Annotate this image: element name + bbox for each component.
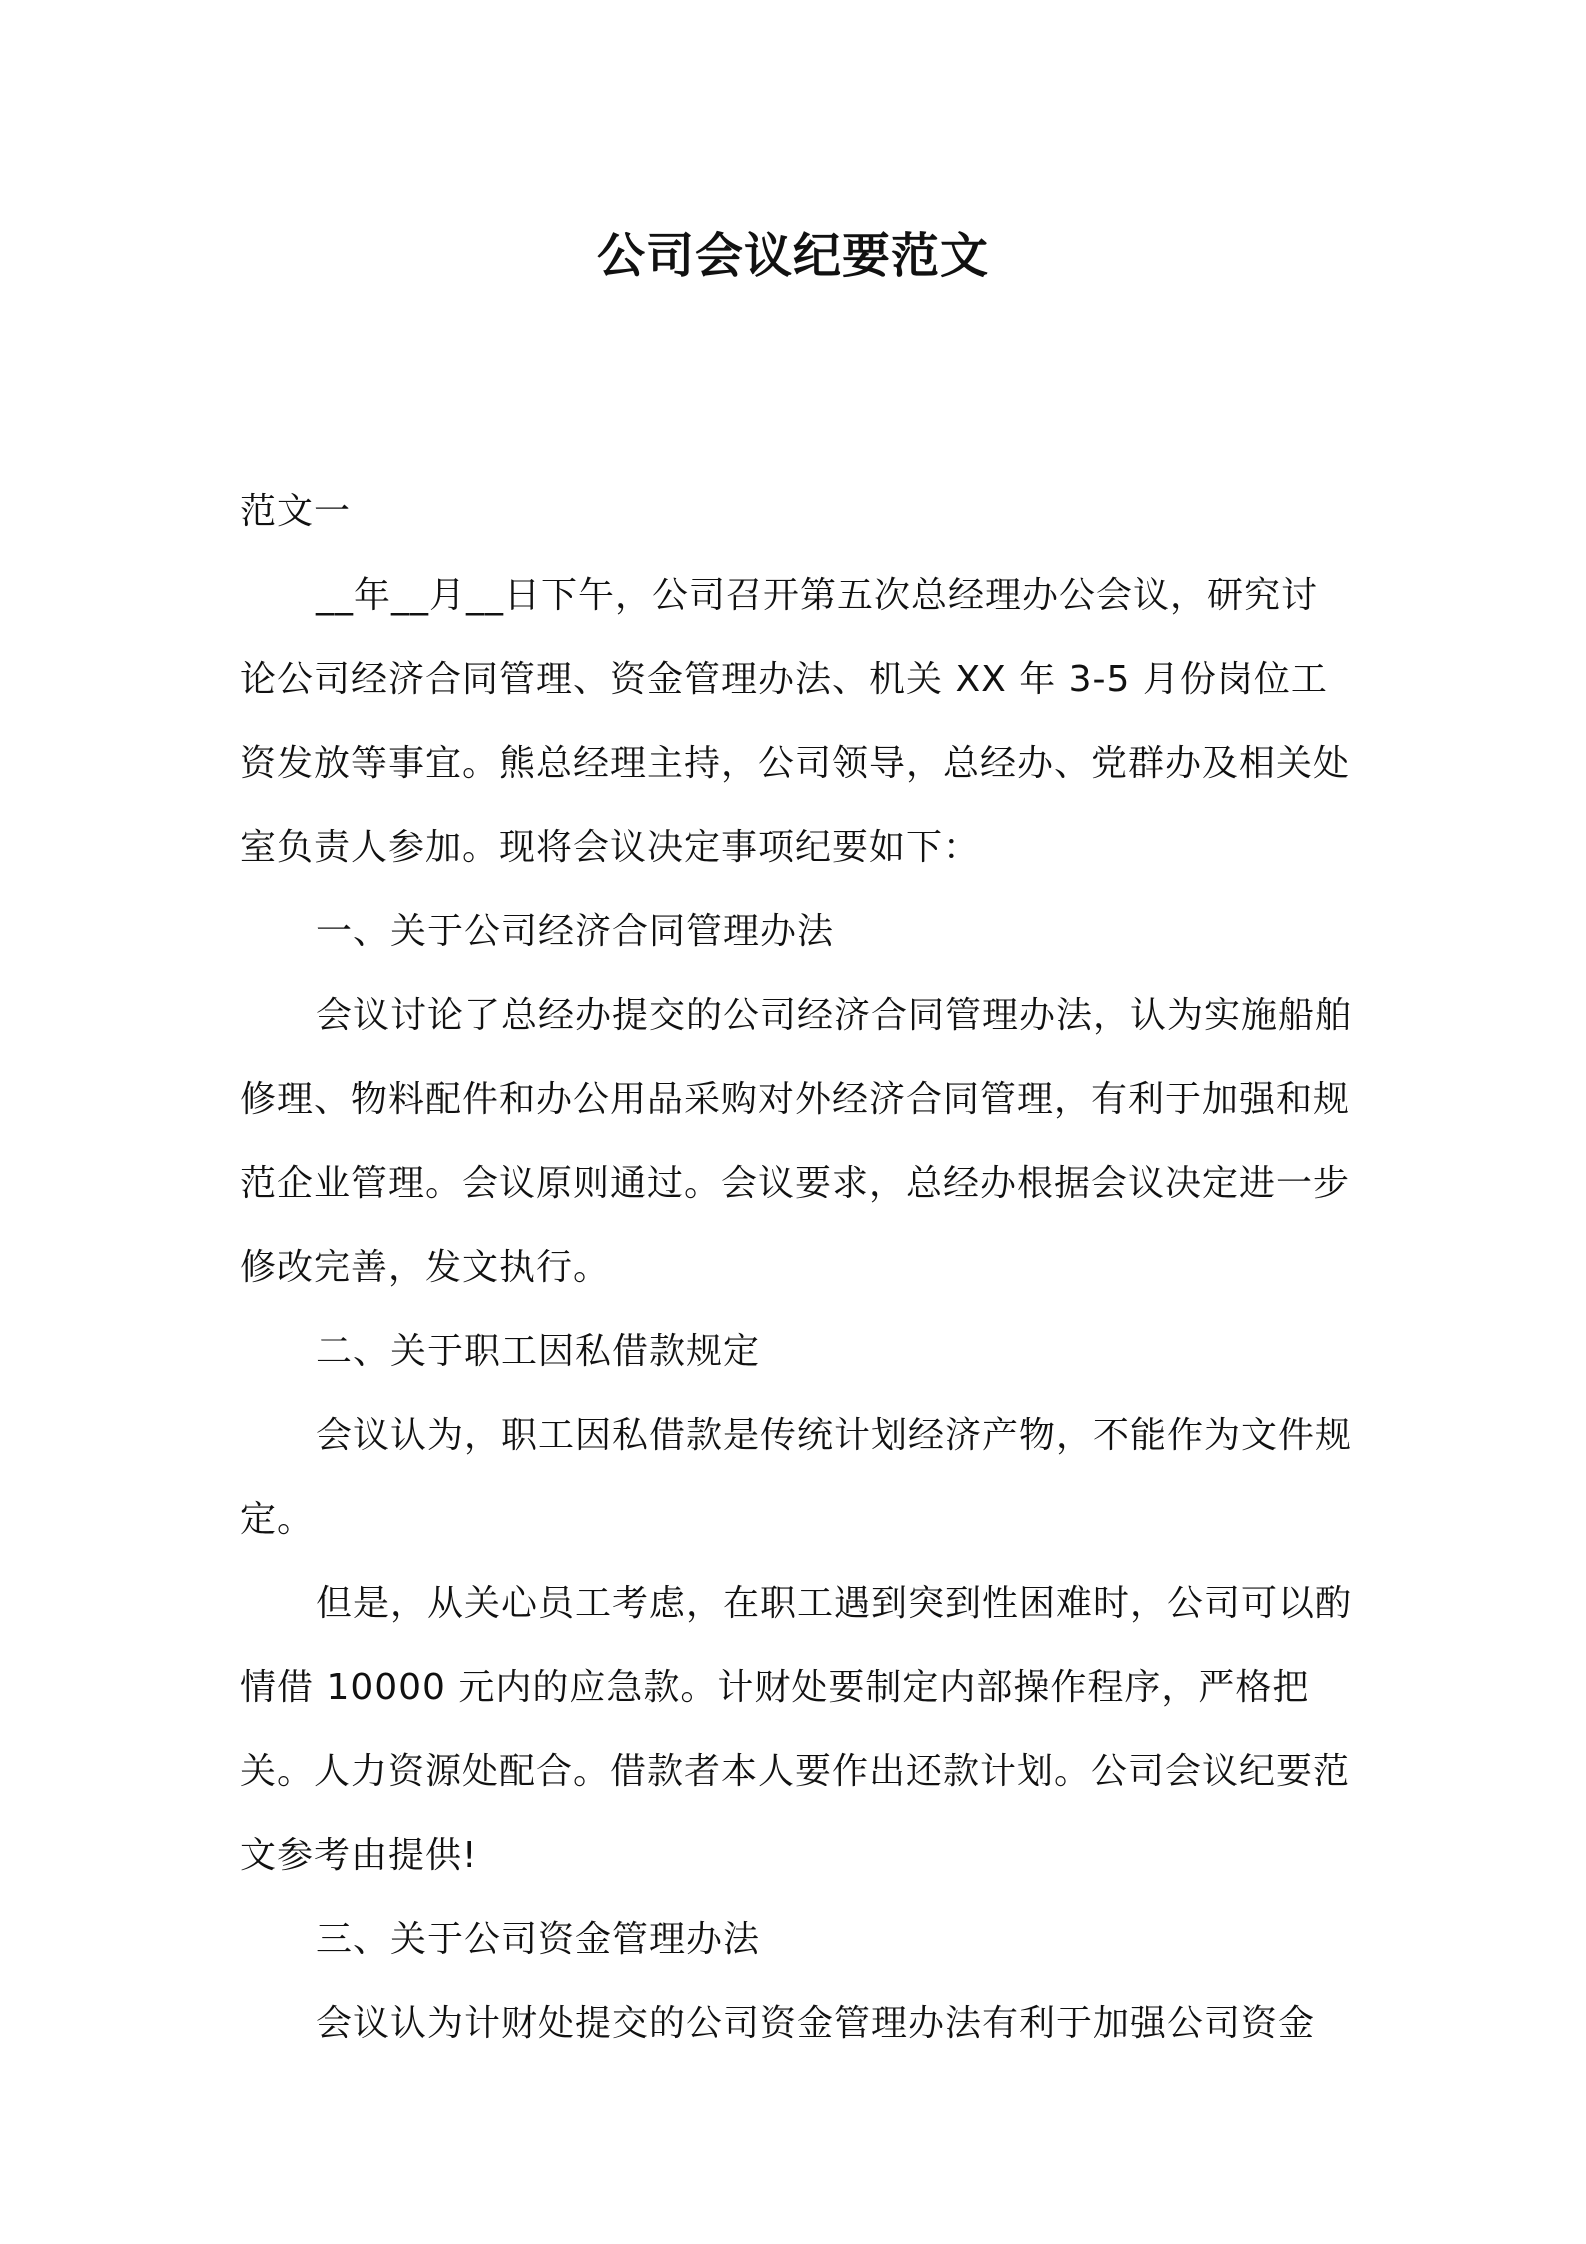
paragraph-fund-management: 会议认为计财处提交的公司资金管理办法有利于加强公司资金 [316,2003,1316,2044]
document-body [240,470,1352,2066]
section-heading-3: 三、关于公司资金管理办法 [316,1919,761,1960]
paragraph-private-loans: 会议认为，职工因私借款是传统计划经济产物，不能作为文件规定。 [240,1415,1353,1540]
section-heading-2: 二、关于职工因私借款规定 [316,1331,761,1372]
document-title: 公司会议纪要范文 [596,228,989,284]
paragraph-intro: __年__月__日下午，公司召开第五次总经理办公会议，研究讨论公司经济合同管理、资金管理办法、机关 XX 年 3-5 月份岗位工资发放等事宜。熊总经理主持，公司领导，总经办、党群办及相关处室负责人参加。现将会议决定事项纪要如下： [240,575,1351,868]
paragraph-emergency-loans: 但是，从关心员工考虑，在职工遇到突到性困难时，公司可以酌情借 10000 元内的应急款。计财处要制定内部操作程序，严格把关。人力资源处配合。借款者本人要作出还款计划。公司会议纪要范文参考由提供! [240,1583,1353,1876]
sample-label: 范文一 [240,491,352,532]
paragraph-contract-management: 会议讨论了总经办提交的公司经济合同管理办法，认为实施船舶修理、物料配件和办公用品采购对外经济合同管理，有利于加强和规范企业管理。会议原则通过。会议要求，总经办根据会议决定进一步修改完善，发文执行。 [240,995,1353,1288]
section-heading-1: 一、关于公司经济合同管理办法 [316,911,835,952]
